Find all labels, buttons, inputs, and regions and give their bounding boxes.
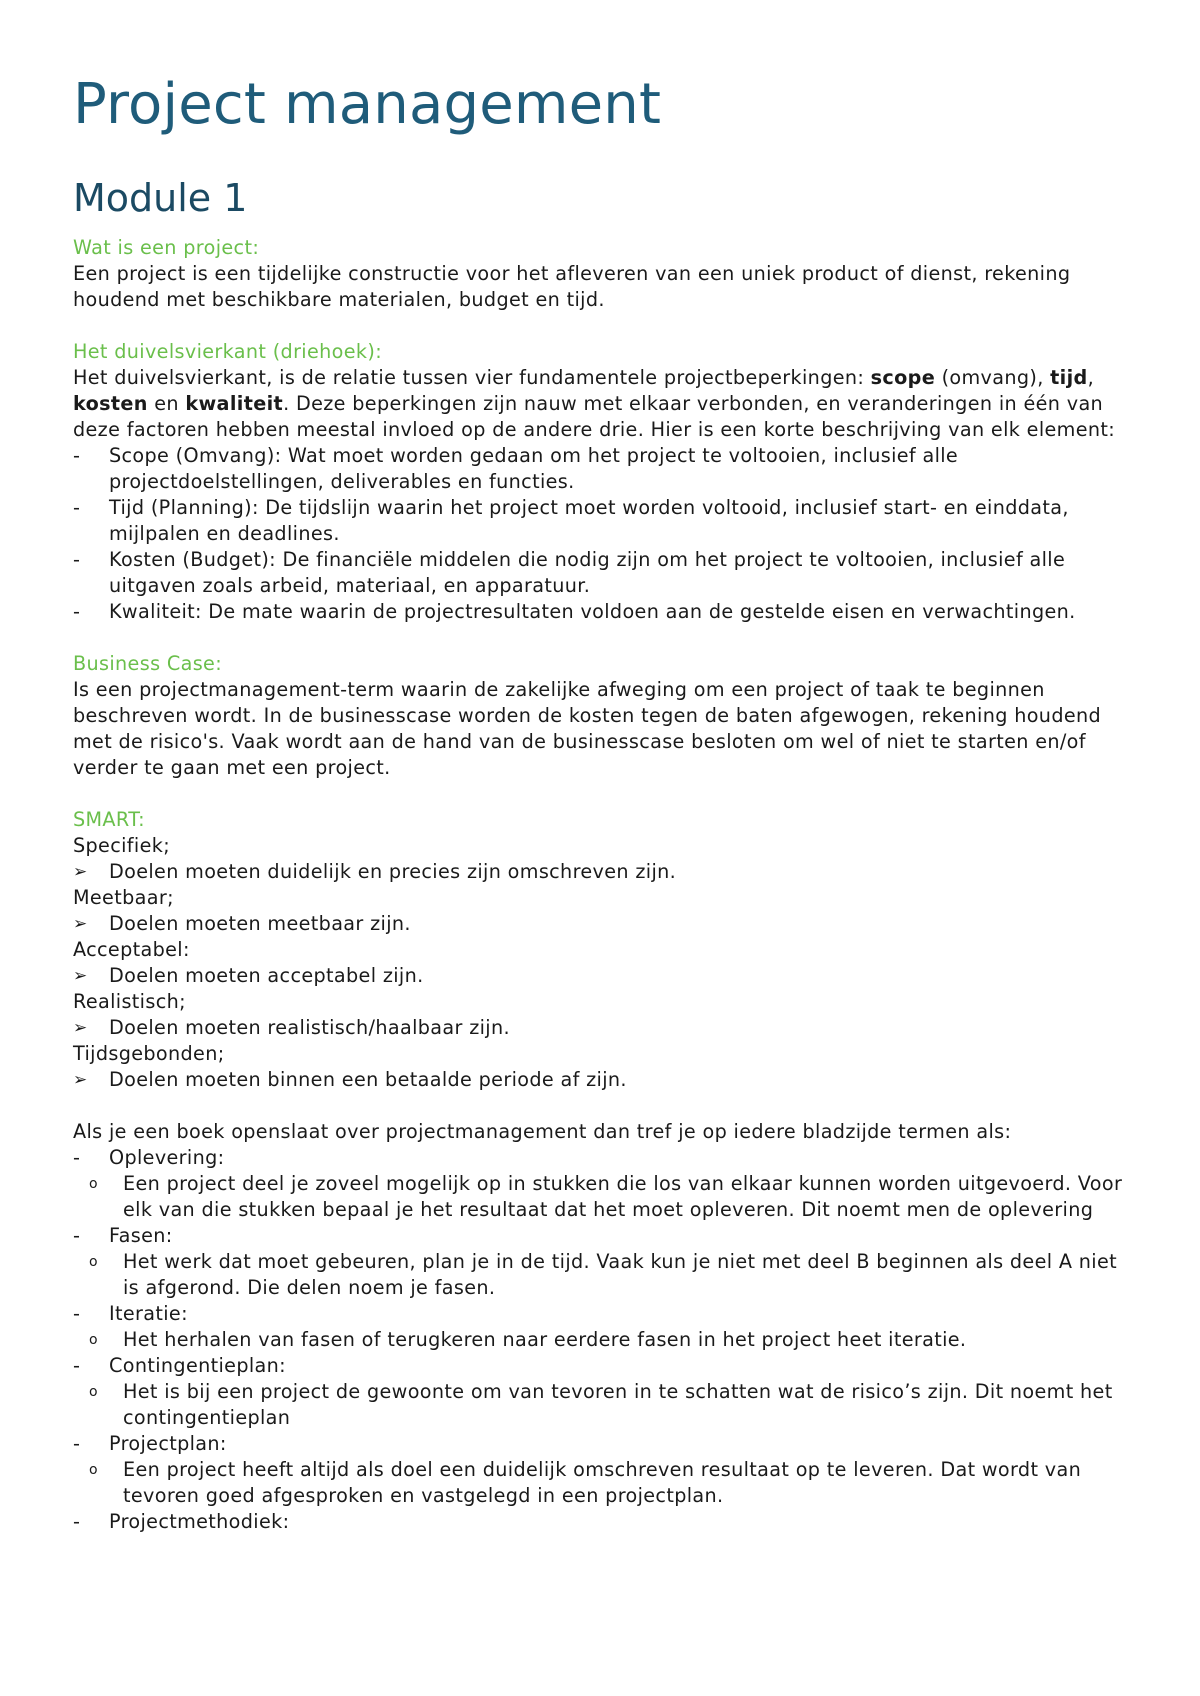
section-heading-business-case: Business Case:: [73, 652, 223, 675]
term-description: o Het herhalen van fasen of terugkeren naar eerdere fasen in het project heet iteratie.: [89, 1328, 967, 1351]
section-heading-project: Wat is een project:: [73, 236, 260, 259]
duivelsvierkant-intro: Het duivelsvierkant, is de relatie tussen vier fundamentele projectbeperkingen: scope (omvang), tijd, kosten en kwaliteit. Deze beperkingen zijn nauw met elkaar verbonden, en veranderingen in één van deze factoren hebben meestal invloed op de andere drie. Hier is een korte beschrijving van elk element:: [73, 366, 1116, 441]
term-kosten: kosten: [73, 392, 148, 415]
dash-marker: -: [73, 1302, 81, 1325]
project-definition: Een project is een tijdelijke constructie voor het afleveren van een uniek product of dienst, rekening houdend met beschikbare materialen, budget en tijd.: [73, 262, 1071, 311]
dash-marker: -: [73, 1510, 81, 1533]
circle-bullet-icon: o: [89, 1462, 98, 1478]
list-item: ➢ Doelen moeten binnen een betaalde periode af zijn.: [73, 1068, 627, 1091]
business-case-text: Is een projectmanagement-term waarin de zakelijke afweging om een project of taak te beginnen beschreven wordt. In de businesscase worden de kosten tegen de baten afgewogen, rekening houdend met de risico's. Vaak wordt aan de hand van de businesscase besloten om wel of niet te starten en/of verder te gaan met een project.: [73, 678, 1102, 779]
smart-label: Meetbaar;: [73, 886, 174, 909]
term-label: - Projectplan:: [73, 1432, 227, 1455]
smart-label: Acceptabel:: [73, 938, 190, 961]
module-heading: Module 1: [73, 176, 248, 220]
term-label: - Oplevering:: [73, 1146, 225, 1169]
list-item: ➢ Doelen moeten realistisch/haalbaar zijn.: [73, 1016, 510, 1039]
document-body: [73, 235, 1133, 1535]
term-description: o Een project deel je zoveel mogelijk op in stukken die los van elkaar kunnen worden uitgevoerd. Voor elk van die stukken bepaal je het resultaat dat het moet opleveren. Dit noemt men de oplevering: [89, 1172, 1123, 1221]
dash-marker: -: [73, 1224, 81, 1247]
arrow-bullet-icon: ➢: [73, 862, 88, 882]
dash-marker: -: [73, 1432, 81, 1455]
smart-label: Realistisch;: [73, 990, 186, 1013]
term-description: o Het werk dat moet gebeuren, plan je in de tijd. Vaak kun je niet met deel B beginnen als deel A niet is afgerond. Die delen noem je fasen.: [89, 1250, 1118, 1299]
arrow-bullet-icon: ➢: [73, 1070, 88, 1090]
circle-bullet-icon: o: [89, 1176, 98, 1192]
term-description: o Een project heeft altijd als doel een duidelijk omschreven resultaat op te leveren. Dat wordt van tevoren goed afgesproken en vastgelegd in een projectplan.: [89, 1458, 1082, 1507]
termen-intro: Als je een boek openslaat over projectmanagement dan tref je op iedere bladzijde termen als:: [73, 1120, 1012, 1143]
smart-label: Specifiek;: [73, 834, 171, 857]
circle-bullet-icon: o: [89, 1332, 98, 1348]
section-heading-smart: SMART:: [73, 808, 145, 831]
dash-marker: -: [73, 444, 81, 467]
term-scope: scope: [870, 366, 936, 389]
list-item: ➢ Doelen moeten duidelijk en precies zijn omschreven zijn.: [73, 860, 677, 883]
smart-label: Tijdsgebonden;: [73, 1042, 225, 1065]
list-item: - Scope (Omvang): Wat moet worden gedaan om het project te voltooien, inclusief alle projectdoelstellingen, deliverables en functies.: [73, 444, 959, 493]
list-item: - Kosten (Budget): De financiële middelen die nodig zijn om het project te voltooien, inclusief alle uitgaven zoals arbeid, materiaal, en apparatuur.: [73, 548, 1066, 597]
dash-marker: -: [73, 496, 81, 519]
list-item: ➢ Doelen moeten meetbaar zijn.: [73, 912, 411, 935]
arrow-bullet-icon: ➢: [73, 966, 88, 986]
circle-bullet-icon: o: [89, 1254, 98, 1270]
term-label: - Projectmethodiek:: [73, 1510, 290, 1533]
term-tijd: tijd: [1050, 366, 1088, 389]
dash-marker: -: [73, 1354, 81, 1377]
dash-marker: -: [73, 600, 81, 623]
list-item: ➢ Doelen moeten acceptabel zijn.: [73, 964, 424, 987]
list-item: - Kwaliteit: De mate waarin de projectresultaten voldoen aan de gestelde eisen en verwachtingen.: [73, 600, 1076, 623]
section-heading-duivelsvierkant: Het duivelsvierkant (driehoek):: [73, 340, 383, 363]
dash-marker: -: [73, 1146, 81, 1169]
term-description: o Het is bij een project de gewoonte om van tevoren in te schatten wat de risico’s zijn. Dit noemt het contingentieplan: [89, 1380, 1113, 1429]
circle-bullet-icon: o: [89, 1384, 98, 1400]
arrow-bullet-icon: ➢: [73, 914, 88, 934]
term-label: - Contingentieplan:: [73, 1354, 286, 1377]
arrow-bullet-icon: ➢: [73, 1018, 88, 1038]
term-kwaliteit: kwaliteit: [185, 392, 284, 415]
list-item: - Tijd (Planning): De tijdslijn waarin het project moet worden voltooid, inclusief start- en einddata, mijlpalen en deadlines.: [73, 496, 1069, 545]
term-label: - Fasen:: [73, 1224, 173, 1247]
dash-marker: -: [73, 548, 81, 571]
document-title: Project management: [73, 72, 662, 137]
term-label: - Iteratie:: [73, 1302, 188, 1325]
